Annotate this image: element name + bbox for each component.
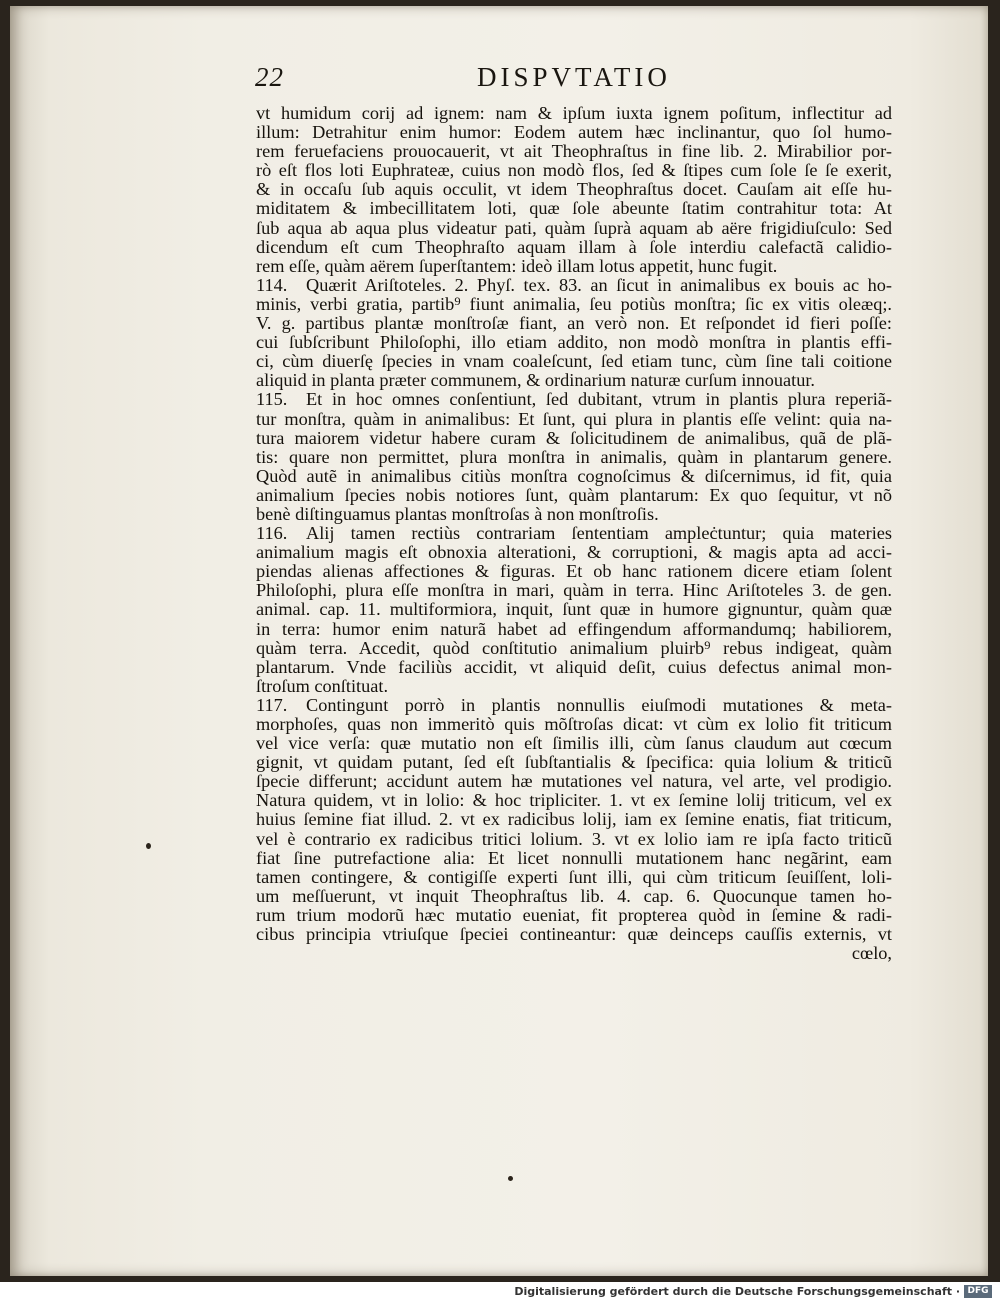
paragraph-number: 117. [256,695,288,715]
text-line: animalium ſpecies nobis notiores ſunt, quàm plantarum: Ex quo ſequitur, vt nõ [256,485,892,505]
ink-speck [146,843,151,849]
paragraph-text: Contingunt porrò in plantis nonnullis eiuſmodi mutationes & meta- [306,695,892,715]
text-line: tura maiorem videtur habere curam & ſolicitudinem de animalibus, quã de plã- [256,428,892,448]
dfg-logo: DFG [964,1285,992,1298]
paragraph-text: Et in hoc omnes conſentiunt, ſed dubitant, vtrum in plantis plura reperiã- [306,390,892,410]
paragraph-text: Alij tamen rectiùs contrariam ſententiam ampleċtuntur; quia materies [306,524,892,544]
paragraph-number: 116. [256,524,288,544]
text-line: vel vice verſa: quæ mutatio non eſt ſimilis illi, cùm ſanus claudum aut cœcum [256,734,892,754]
text-block [256,104,892,963]
text-line: Quòd autẽ in animalibus citiùs monſtra cognoſcimus & diſcernimus, id fit, quia [256,466,892,486]
text-line: vt humidum corij ad ignem: nam & ipſum iuxta ignem poſitum, inflectitur ad [256,104,892,123]
catchword: cœlo, [851,944,892,964]
text-line: cibus principia vtriuſque ſpeciei contineantur: quæ deinceps cauſſis externis, vt [256,925,892,945]
text-line: Natura quidem, vt in lolio: & hoc tripliciter. 1. vt ex ſemine lolij triticum, vel ex [256,791,892,811]
paragraph-first-line [256,276,892,295]
text-line: gignit, vt quidam putant, ſed eſt ſubſtantialis & ſpecifica: quia lolium & triticũ [256,753,892,773]
text-line: huius ſemine fiat illud. 2. vt ex radicibus lolij, iam ex ſemine enatis, fiat triticum, [256,810,892,830]
text-line: quàm terra. Accedit, quòd conſtitutio animalium pluirb⁹ rebus indigeat, quàm [256,638,892,658]
text-line: cui ſubſcribunt Philoſophi, illo etiam addito, non modò monſtra in plantis effi- [256,333,892,353]
text-line: tis: quare non permittet, plura monſtra in animalis, quàm in plantarum genere. [256,447,892,467]
funding-notice: Digitalisierung gefördert durch die Deutsche Forschungsgemeinschaft · [514,1285,960,1298]
text-line: vel è contrario ex radicibus tritici lolium. 3. vt ex lolio iam re ipſa facto triticũ [256,829,892,849]
text-line: V. g. partibus plantæ monſtroſæ fiant, an verò non. Et reſpondet id fieri poſſe: [256,314,892,334]
text-line: benè diſtinguamus plantas monſtroſas à non monſtroſis. [256,504,659,524]
text-line: rò eſt flos loti Euphrateæ, cuius non modò flos, ſed & ſtipes cum ſole ſe ſe exerit, [256,161,892,181]
text-line: ci, cùm diuerſę ſpecies in vnam coaleſcunt, ſed etiam tunc, cùm ſine tali coitione [256,352,892,372]
text-line: tur monſtra, quàm in animalibus: Et ſunt, qui plura in plantis eſſe velint: quia na- [256,409,892,429]
text-line: animalium magis eſt obnoxia alterationi, & corruptioni, & magis apta ad acci- [256,543,892,563]
paragraph-first-line [256,390,892,409]
paragraph-text: Quærit Ariſtoteles. 2. Phyſ. tex. 83. an ſicut in animalibus ex bouis ac ho- [306,275,892,295]
running-title: DISPVTATIO [477,62,671,92]
text-line: ſtroſum conſtituat. [256,676,389,696]
text-line: dicendum eſt cum Theophraſto aquam illam à ſole interdiu calefactã calidio- [256,237,892,257]
text-line: aliquid in planta præter communem, & ordinarium naturæ curſum innouatur. [256,371,815,391]
text-line: rum trium modorũ hæc mutatio eueniat, fit propterea quòd in ſemine & radi- [256,905,892,925]
text-line: ſpecie differunt; accidunt autem hæ mutationes vel natura, vel arte, vel prodigio. [256,772,892,792]
text-line: rem eſſe, quàm aërem ſuperſtantem: ideò illam lotus appetit, hunc fugit. [256,256,778,276]
text-line: piendas alienas affectiones & figuras. Et ob hanc rationem dicere etiam ſolent [256,562,892,582]
paragraph-first-line [256,524,892,543]
text-line: miditatem & imbecillitatem loti, quæ ſole abeunte ſtatim contrahitur tota: At [256,199,892,219]
text-line: in terra: humor enim naturã habet ad effingendum afformandumq; habiliorem, [256,619,892,639]
text-line: ſub aqua ab aqua plus videatur pati, quàm ſuprà aquam ab aëre frigidiuſculo: Sed [256,218,892,238]
digitization-footer [0,1282,1000,1301]
text-line: um meſſuerunt, vt inquit Theophraſtus lib. 4. cap. 6. Quocunque tamen ho- [256,886,892,906]
text-line: minis, verbi gratia, partib⁹ fiunt animalia, ſeu potiùs monſtra; ſic ex vitis oleæq;. [256,294,892,314]
text-line: tamen contingere, & contigiſſe experti ſunt illi, qui cùm triticum ſeuiſſent, loli- [256,867,892,887]
ink-speck [508,1176,513,1181]
text-line: animal. cap. 11. multiformiora, inquit, ſunt quæ in humore gignuntur, quàm quæ [256,600,892,620]
text-line: Philoſophi, plura eſſe monſtra in mari, quàm in terra. Hinc Ariſtoteles 3. de gen. [256,581,892,601]
page-number: 22 [255,62,284,92]
text-line: & in occaſu ſub aquis occulit, vt idem Theophraſtus docet. Cauſam ait eſſe hu- [256,180,892,200]
paragraph-number: 114. [256,275,288,295]
paragraph-number: 115. [256,390,288,410]
text-line: rem feruefaciens prouocauerit, vt ait Theophraſtus in fine lib. 2. Mirabilior por- [256,142,892,162]
running-head [255,62,890,100]
text-line: fiat ſine putrefactione alia: Et licet nonnulli mutationem hanc negãrint, eam [256,848,892,868]
text-line: morphoſes, quas non immeritò quis mõſtroſas dicat: vt cùm ex lolio fit triticum [256,715,892,734]
paragraph-first-line [256,696,892,715]
text-line: plantarum. Vnde faciliùs accidit, vt aliquid deſit, cuius defectus animal mon- [256,657,892,677]
text-line: illum: Detrahitur enim humor: Eodem autem hæc inclinantur, quo ſol humo- [256,123,892,143]
